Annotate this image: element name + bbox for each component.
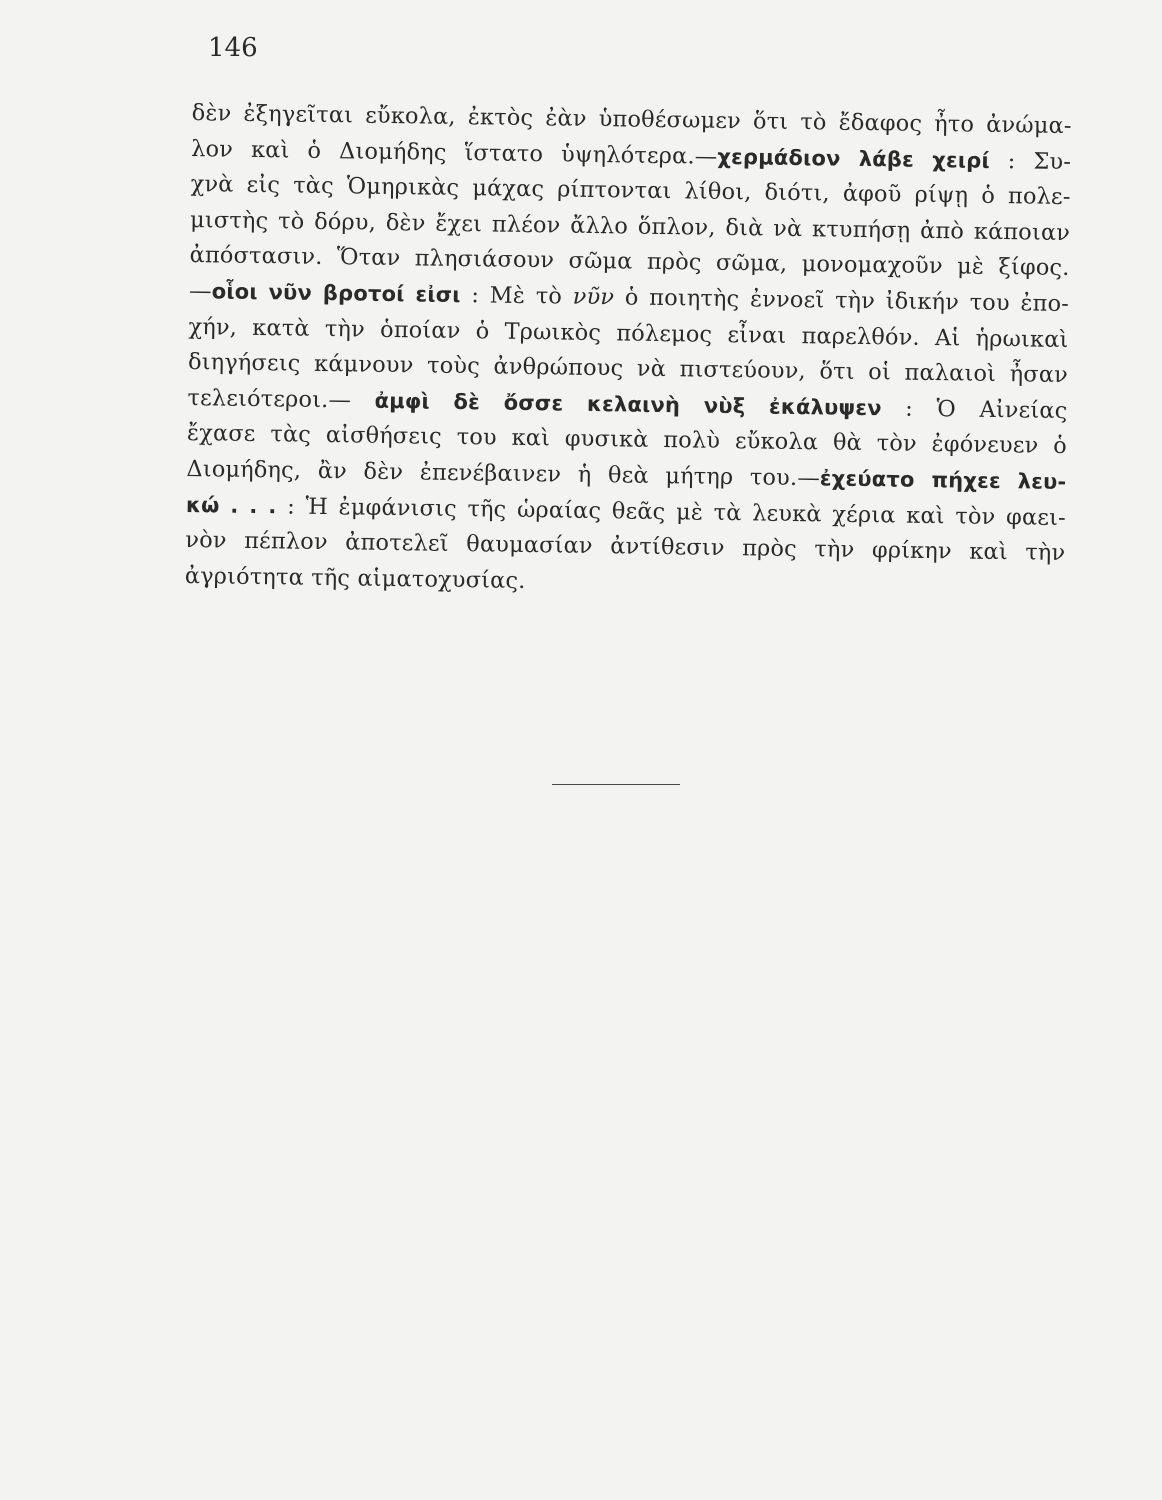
lemma: κώ . . . <box>185 492 277 518</box>
text-line: —οἷοι νῦν βροτοί εἰσι : Μὲ τὸ νῦν ὁ ποιητὴς ἐννοεῖ τὴν ἰδικήν του ἐπο- <box>188 277 1070 318</box>
page-number: 146 <box>208 33 258 63</box>
text-line: μιστὴς τὸ δόρυ, δὲν ἔχει πλέον ἄλλο ὅπλον, διὰ νὰ κτυπήσῃ ἀπὸ κάποιαν <box>189 206 1071 246</box>
text-line: νὸν πέπλον ἀποτελεῖ θαυμασίαν ἀντίθεσιν πρὸς τὴν φρίκην καὶ τὴν <box>185 527 1066 567</box>
lemma: οἷοι νῦν βροτοί εἰσι <box>211 279 461 307</box>
text-line: χήν, κατὰ τὴν ὁποίαν ὁ Τρωικὸς πόλεμος εἶναι παρελθόν. Αἱ ἡρωικαὶ <box>188 313 1069 353</box>
lemma: χερμάδιον λάβε χειρί <box>717 144 990 173</box>
lemma: ἀμφὶ δὲ ὄσσε κελαινὴ νὺξ ἐκάλυψεν <box>374 388 882 421</box>
end-rule <box>552 784 680 785</box>
text-line: ἀπόστασιν. Ὅταν πλησιάσουν σῶμα πρὸς σῶμα, μονομαχοῦν μὲ ξίφος. <box>189 242 1070 282</box>
text-line: τελειότεροι.— ἀμφὶ δὲ ὄσσε κελαινὴ νὺξ ἐκάλυψεν : Ὁ Αἰνείας <box>187 384 1068 424</box>
text-line: Διομήδης, ἂν δὲν ἐπενέβαινεν ἡ θεὰ μήτηρ του.—ἐχεύατο πήχεε λευ- <box>186 455 1067 494</box>
text-line: διηγήσεις κάμνουν τοὺς ἀνθρώπους νὰ πιστεύουν, ὅτι οἱ παλαιοὶ ἦσαν <box>187 349 1069 389</box>
text-line: ἔχασε τὰς αἰσθήσεις του καὶ φυσικὰ πολὺ εὔκολα θὰ τὸν ἐφόνευεν ὁ <box>186 420 1068 460</box>
text-line: δὲν ἐξηγεῖται εὔκολα, ἐκτὸς ἐὰν ὑποθέσωμεν ὅτι τὸ ἔδαφος ἦτο ἀνώμα- <box>191 99 1072 140</box>
text-line: χνὰ εἰς τὰς Ὁμηρικὰς μάχας ρίπτονται λίθοι, διότι, ἀφοῦ ρίψῃ ὁ πολε- <box>190 171 1071 211</box>
text-line: ἀγριότητα τῆς αἱματοχυσίας. <box>184 562 526 594</box>
text-line: κώ . . . : Ἡ ἐμφάνισις τῆς ὡραίας θεᾶς μὲ τὰ λευκὰ χέρια καὶ τὸν φαει- <box>185 492 1067 531</box>
body-text <box>185 96 1072 607</box>
text-line: λον καὶ ὁ Διομήδης ἵστατο ὑψηλότερα.—χερμάδιον λάβε χειρί : Συ- <box>191 135 1072 175</box>
lemma: ἐχεύατο πήχεε λευ- <box>819 466 1067 494</box>
